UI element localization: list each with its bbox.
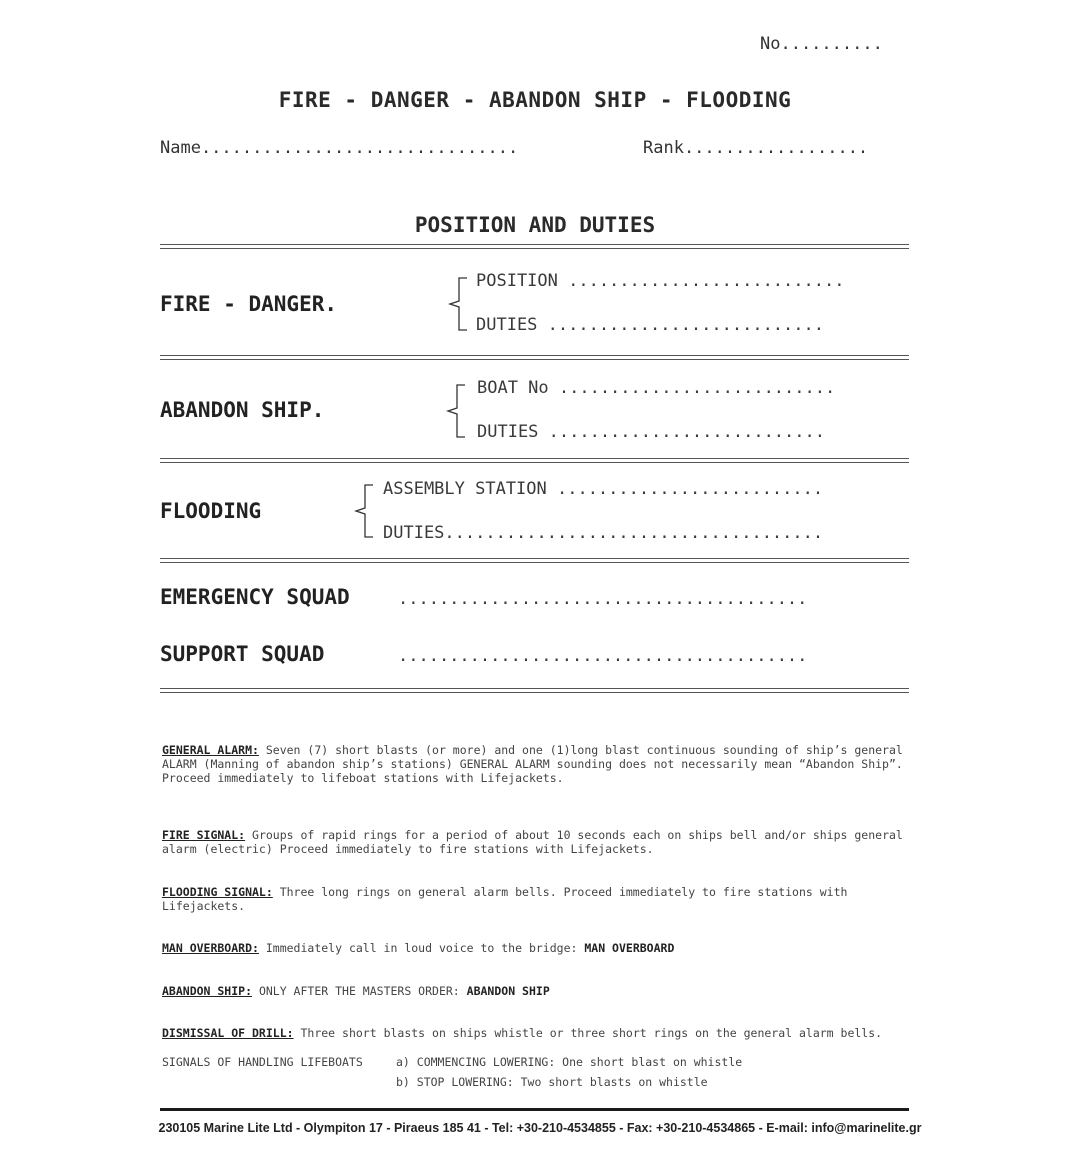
- general-alarm-heading: GENERAL ALARM:: [162, 743, 259, 757]
- boat-number-field[interactable]: BOAT No ...........................: [477, 378, 836, 398]
- assembly-station-field[interactable]: ASSEMBLY STATION ..........................: [383, 479, 824, 499]
- dismissal-heading: DISMISSAL OF DRILL:: [162, 1026, 294, 1040]
- form-title: FIRE - DANGER - ABANDON SHIP - FLOODING: [278, 88, 792, 112]
- man-overboard-heading: MAN OVERBOARD:: [162, 941, 259, 955]
- lifeboat-signal-a: a) COMMENCING LOWERING: One short blast on whistle: [396, 1055, 743, 1069]
- lifeboat-signal-b: b) STOP LOWERING: Two short blasts on whistle: [396, 1075, 708, 1089]
- dismissal-text: Three short blasts on ships whistle or three short rings on the general alarm bells.: [293, 1026, 883, 1040]
- man-overboard-call: MAN OVERBOARD: [584, 941, 675, 955]
- support-squad-field[interactable]: ........................................: [398, 646, 808, 666]
- form-number[interactable]: No..........: [760, 34, 883, 54]
- man-overboard-note: [162, 941, 912, 955]
- fire-duties-field[interactable]: DUTIES ...........................: [476, 315, 824, 335]
- fire-danger-label: FIRE - DANGER.: [160, 292, 338, 316]
- general-alarm-note: [162, 743, 912, 785]
- flooding-label: FLOODING: [160, 499, 262, 523]
- brace-icon: [350, 482, 376, 540]
- emergency-squad-field[interactable]: ........................................: [398, 589, 808, 609]
- rank-field[interactable]: Rank..................: [643, 138, 869, 158]
- footer-text: 230105 Marine Lite Ltd - Olympiton 17 - Piraeus 185 41 - Tel: +30-210-4534855 - Fax: +30-210-4534865 - E-mail: info@marinelite.gr: [158, 1121, 922, 1135]
- abandon-ship-label: ABANDON SHIP.: [160, 398, 325, 422]
- footer-rule: [160, 1108, 909, 1111]
- emergency-squad-label: EMERGENCY SQUAD: [160, 585, 350, 609]
- flooding-duties-field[interactable]: DUTIES.....................................: [383, 523, 824, 543]
- abandon-ship-text: ONLY AFTER THE MASTERS ORDER:: [252, 984, 467, 998]
- divider: [160, 688, 909, 693]
- flooding-signal-heading: FLOODING SIGNAL:: [162, 885, 273, 899]
- lifeboat-signals-label: SIGNALS OF HANDLING LIFEBOATS: [162, 1055, 363, 1069]
- dismissal-note: [162, 1026, 912, 1040]
- flooding-signal-note: [162, 885, 912, 913]
- fire-signal-note: [162, 828, 912, 856]
- abandon-ship-heading: ABANDON SHIP:: [162, 984, 253, 998]
- brace-icon: [442, 382, 468, 440]
- divider: [160, 244, 909, 249]
- fire-position-field[interactable]: POSITION ...........................: [476, 271, 845, 291]
- section-title: POSITION AND DUTIES: [414, 213, 656, 237]
- fire-signal-text: Groups of rapid rings for a period of about 10 seconds each on ships bell and/or ships general alarm (electric) Proceed immediately to fire stations with Lifejackets.: [162, 828, 903, 856]
- abandon-duties-field[interactable]: DUTIES ...........................: [477, 422, 825, 442]
- man-overboard-text: Immediately call in loud voice to the bridge:: [258, 941, 585, 955]
- support-squad-label: SUPPORT SQUAD: [160, 642, 325, 666]
- divider: [160, 458, 909, 463]
- abandon-ship-note: [162, 984, 912, 998]
- name-field[interactable]: Name...............................: [160, 138, 519, 158]
- fire-signal-heading: FIRE SIGNAL:: [162, 828, 246, 842]
- general-alarm-text: Seven (7) short blasts (or more) and one (1)long blast continuous sounding of ship’s general ALARM (Manning of abandon ship’s stations) GENERAL ALARM sounding does not necessarily mean “Abandon Ship”. Proceed immediately to lifeboat stations with Lifejackets.: [162, 743, 903, 785]
- flooding-signal-text: Three long rings on general alarm bells. Proceed immediately to fire stations with Lifejackets.: [162, 885, 848, 913]
- brace-icon: [444, 275, 470, 333]
- divider: [160, 558, 909, 563]
- divider: [160, 355, 909, 360]
- abandon-ship-call: ABANDON SHIP: [466, 984, 550, 998]
